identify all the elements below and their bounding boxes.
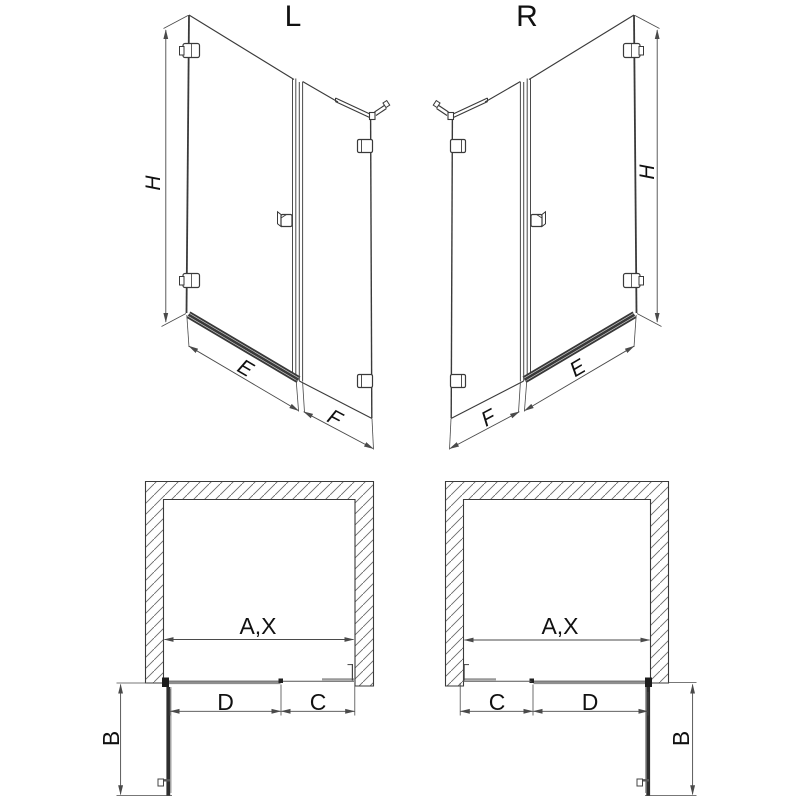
dim-label-height-right: H bbox=[636, 164, 659, 180]
support-bar-right bbox=[433, 98, 487, 120]
dim-label-door-width-left: E bbox=[233, 354, 258, 382]
door-handle-right bbox=[531, 212, 546, 227]
dim-label-door-opening-right-plan: D bbox=[581, 689, 599, 715]
dim-label-fixed-opening-left-plan: C bbox=[309, 689, 327, 715]
dim-label-door-swing-left-plan: B bbox=[98, 730, 124, 747]
wall-profile-left-plan bbox=[322, 664, 354, 681]
dim-label-door-opening-left-plan: D bbox=[217, 689, 234, 715]
elevation-right bbox=[433, 0, 661, 450]
door-open-right-plan bbox=[637, 678, 653, 796]
dim-label-door-swing-right-plan: B bbox=[668, 730, 694, 747]
hinge-top-right bbox=[624, 44, 644, 58]
support-bar-left bbox=[336, 98, 390, 120]
wall-clamp-bottom-left bbox=[358, 375, 373, 388]
dim-label-overall-right-plan: A,X bbox=[541, 613, 579, 639]
elevation-left bbox=[142, 0, 390, 450]
dim-label-fixed-width-right: F bbox=[477, 405, 500, 432]
fixed-panel-left bbox=[299, 82, 372, 419]
door-open-left-plan bbox=[158, 678, 171, 796]
plan-left bbox=[98, 482, 374, 796]
dim-label-fixed-width-left: F bbox=[323, 405, 346, 432]
hinge-bottom-right bbox=[624, 274, 644, 288]
door-handle-left bbox=[278, 212, 293, 227]
elevation-left-label: L bbox=[284, 0, 302, 33]
dim-label-fixed-opening-right-plan: C bbox=[488, 689, 506, 715]
hinge-point-right-plan bbox=[645, 678, 652, 688]
wall-profile-right-plan bbox=[464, 664, 496, 681]
wall-section-left-plan bbox=[146, 482, 374, 687]
dim-label-door-width-right: E bbox=[565, 354, 590, 382]
wall-clamp-top-right bbox=[451, 140, 466, 153]
wall-clamp-bottom-right bbox=[451, 375, 466, 388]
wall-clamp-top-left bbox=[358, 140, 373, 153]
dim-label-height-left: H bbox=[142, 175, 165, 191]
dim-label-overall-left-plan: A,X bbox=[239, 613, 277, 639]
plan-right bbox=[446, 482, 697, 796]
hinge-bottom-left bbox=[180, 274, 200, 288]
hinge-top-left bbox=[180, 44, 200, 58]
fixed-panel-right bbox=[451, 82, 524, 419]
elevation-right-label: R bbox=[516, 0, 538, 33]
hinge-point-left-plan bbox=[162, 678, 169, 688]
wall-section-right-plan bbox=[446, 482, 669, 687]
